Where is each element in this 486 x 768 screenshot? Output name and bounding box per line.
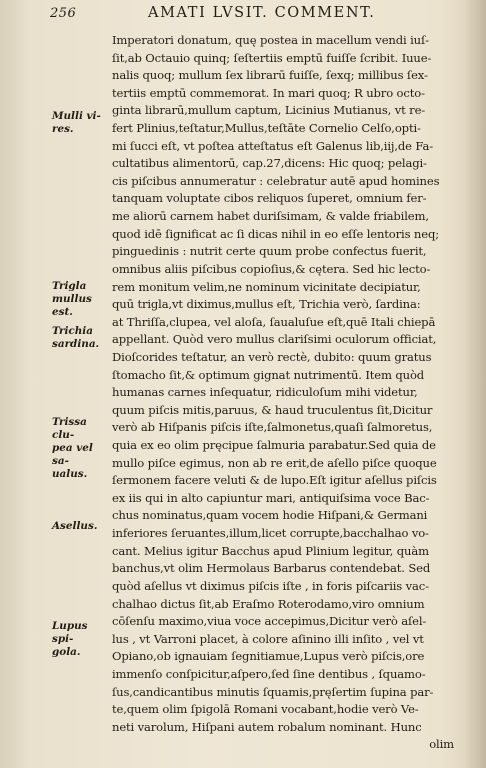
text-line: ex iis qui in alto capiuntur mari, antiquiſsima voce Bac- xyxy=(112,490,430,505)
margin-note-asellus xyxy=(52,520,110,533)
running-title: AMATI LVSIT. COMMENT. xyxy=(148,5,376,21)
page-gutter-shadow xyxy=(464,0,486,768)
text-line: cant. Melius igitur Bacchus apud Plinium legitur, quàm xyxy=(112,543,429,558)
text-line: quum piſcis mitis,paruus, & haud truculentus ſit,Dicitur xyxy=(112,402,433,417)
margin-note-line: Mulli vi- xyxy=(52,110,101,122)
text-line: immenſo conſpicitur,aſpero,ſed ſine dentibus , ſquamo- xyxy=(112,666,426,681)
text-line: te,quem olim ſpigolā Romani vocabant,hodie verò Ve- xyxy=(112,702,419,717)
text-line: neti varolum, Hiſpani autem robalum nominant. Hunc xyxy=(112,719,422,734)
text-line: Opiano,ob ignauiam ſegnitiamue,Lupus verò piſcis,ore xyxy=(112,649,425,664)
text-line: mi ſucci eſt, vt poſtea atteſtatus eſt Galenus lib,iij,de Fa- xyxy=(112,138,434,153)
text-line: quia ex eo olim pręcipue ſalmuria parabatur.Sed quia de xyxy=(112,438,436,453)
text-line: cis piſcibus annumeratur : celebratur autē apud homines xyxy=(112,173,440,188)
margin-note-line: Trissa clu- xyxy=(52,416,87,441)
text-line: quòd aſellus vt diximus piſcis iſte , in foris piſcariis vac- xyxy=(112,578,429,593)
margin-note-line: Lupus spi- xyxy=(52,620,88,645)
margin-note-trichia xyxy=(52,325,110,351)
text-line: humanas carnes inſequatur, ridiculoſum mihi videtur, xyxy=(112,385,418,400)
body-text xyxy=(112,32,454,754)
text-line: lus , vt Varroni placet, à colore aſinino illi inſito , vel vt xyxy=(112,631,424,646)
text-line: tertiis emptū commemorat. In mari quoq; R ubro octo- xyxy=(112,85,425,100)
text-line: me aliorū carnem habet duriſsimam, & valde friabilem, xyxy=(112,209,429,224)
margin-note-trigla xyxy=(52,280,110,319)
margin-note-line: gola. xyxy=(52,646,81,658)
margin-note-mulli-vires xyxy=(52,110,110,136)
text-line: ginta librarū,mullum captum, Licinius Mutianus, vt re- xyxy=(112,103,426,118)
text-line: at Thriſſa,clupea, vel aloſa, ſaualuſue eſt,quē Itali chiepā xyxy=(112,314,436,329)
margin-note-line: res. xyxy=(52,123,74,135)
margin-note-line: Trichia xyxy=(52,325,93,337)
margin-note-line: Asellus. xyxy=(52,520,98,532)
text-line: ſermonem facere veluti & de lupo.Eſt igitur aſellus piſcis xyxy=(112,473,437,488)
margin-note-line: pea vel sa- xyxy=(52,442,93,467)
text-line: ſtomacho ſit,& optimum gignat nutrimentū. Item quòd xyxy=(112,367,425,382)
catchword: olim xyxy=(429,737,454,752)
text-line: quod idē ſignificat ac ſi dicas nihil in eo eſſe lentoris neq; xyxy=(112,226,439,241)
text-line: ſit,ab Octauio quinq; ſeſtertiis emptū fuiſſe ſcribit. Iuue- xyxy=(112,50,432,65)
text-line: cōſenſu maximo,viua voce accepimus,Dicitur verò aſel- xyxy=(112,614,427,629)
text-line: inferiores ſeruantes,illum,licet corrupte,bacchalhao vo- xyxy=(112,526,429,541)
text-line: quū trigla,vt diximus,mullus eſt, Trichia verò, ſardina: xyxy=(112,297,421,312)
text-line: cultatibus alimentorū, cap.27,dicens: Hic quoq; pelagi- xyxy=(112,156,427,171)
text-line: nalis quoq; mullum ſex librarū fuiſſe, ſexq; millibus ſex- xyxy=(112,68,428,83)
text-line: mullo piſce egimus, non ab re erit,de aſello piſce quoque xyxy=(112,455,437,470)
text-line: Dioſcorides teſtatur, an verò rectè, dubito: quum gratus xyxy=(112,349,432,364)
margin-note-trissa xyxy=(52,416,110,481)
margin-note-line: Trigla xyxy=(52,280,87,292)
margin-note-line: mullus est. xyxy=(52,293,92,318)
text-line: tanquam voluptate cibos reliquos ſuperet, omnium fer- xyxy=(112,191,427,206)
text-line: fert Plinius,teſtatur,Mullus,teſtāte Cornelio Celſo,opti- xyxy=(112,121,421,136)
text-line: appellant. Quòd vero mullus clariſsimi oculorum officiat, xyxy=(112,332,437,347)
text-line: rem monitum velim,ne nominum vicinitate decipiatur, xyxy=(112,279,421,294)
text-line: verò ab Hiſpanis piſcis iſte,ſalmonetus,quaſi ſalmoretus, xyxy=(112,420,433,435)
text-line: Imperatori donatum, quę postea in macellum vendi iuſ- xyxy=(112,33,429,47)
text-line: chalhao dictus ſit,ab Eraſmo Roterodamo,viro omnium xyxy=(112,596,425,611)
margin-note-lupus xyxy=(52,620,110,659)
margin-note-line: ualus. xyxy=(52,468,88,480)
text-line: pinguedinis : nutrit certe quum probe confectus fuerit, xyxy=(112,244,427,259)
page-number: 256 xyxy=(50,6,77,21)
text-line: banchus,vt olim Hermolaus Barbarus contendebat. Sed xyxy=(112,561,431,576)
text-line: omnibus aliis piſcibus copioſius,& cętera. Sed hic lecto- xyxy=(112,261,431,276)
text-line: ſus,candicantibus minutis ſquamis,pręſertim ſupina par- xyxy=(112,684,434,699)
margin-note-line: sardina. xyxy=(52,338,100,350)
text-line: chus nominatus,quam vocem hodie Hiſpani,& Germani xyxy=(112,508,428,523)
